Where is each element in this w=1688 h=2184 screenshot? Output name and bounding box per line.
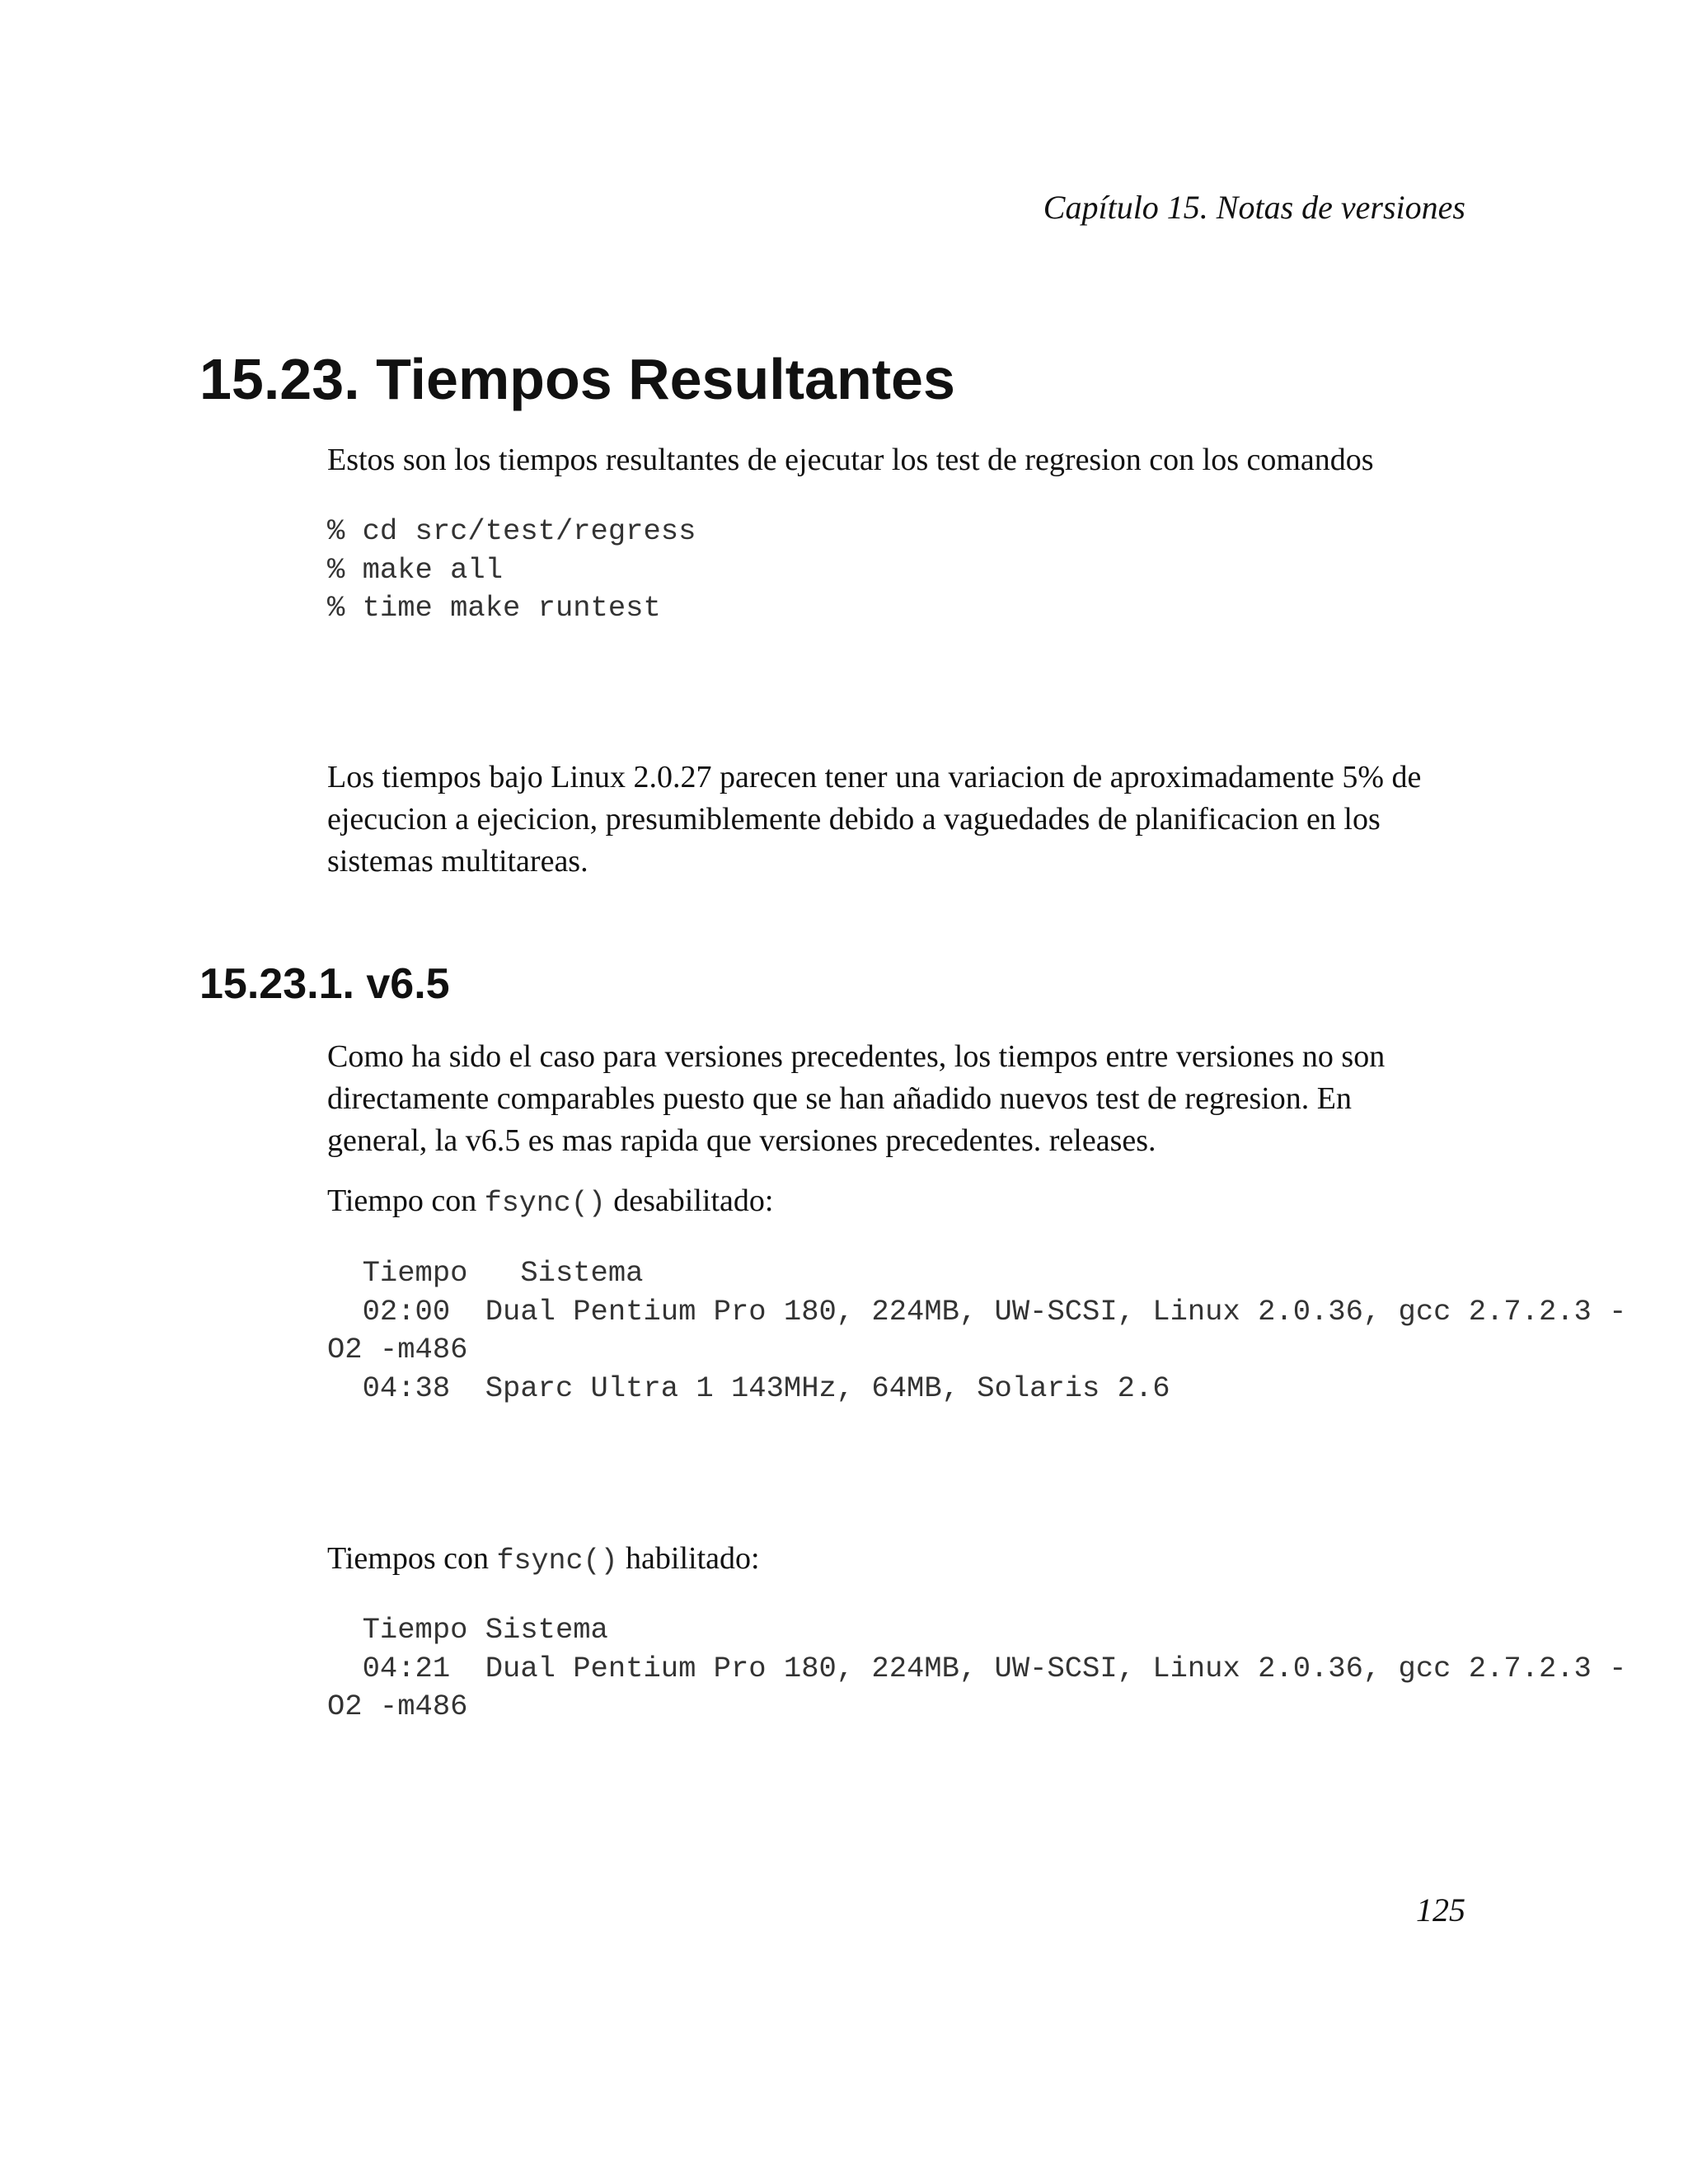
- section-title: 15.23. Tiempos Resultantes: [199, 347, 955, 411]
- code-line: O2 -m486: [327, 1690, 468, 1723]
- intro-text: Estos son los tiempos resultantes de ejecutar los test de regresion con los comandos: [327, 443, 1374, 477]
- intro-paragraph: [327, 439, 1374, 481]
- code-line: Tiempo Sistema: [327, 1256, 644, 1290]
- running-header: Capítulo 15. Notas de versiones: [1043, 189, 1465, 226]
- label-text: desabilitado:: [605, 1183, 774, 1218]
- code-line: 02:00 Dual Pentium Pro 180, 224MB, UW-SCSI, Linux 2.0.36, gcc 2.7.2.3 -: [327, 1294, 1627, 1329]
- paragraph-line: Como ha sido el caso para versiones precedentes, los tiempos entre versiones no son: [327, 1039, 1386, 1074]
- fsync-enabled-label: [327, 1538, 760, 1582]
- fsync-disabled-timings: [327, 1254, 1626, 1408]
- code-line: 04:21 Dual Pentium Pro 180, 224MB, UW-SCSI, Linux 2.0.36, gcc 2.7.2.3 -: [327, 1651, 1627, 1685]
- commands-code-block: [327, 513, 696, 628]
- paragraph-line: Los tiempos bajo Linux 2.0.27 parecen tener una variacion de aproximadamente 5% de: [327, 760, 1422, 794]
- label-text: Tiempo con: [327, 1183, 485, 1218]
- code-line: % time make runtest: [327, 591, 661, 625]
- code-line: 04:38 Sparc Ultra 1 143MHz, 64MB, Solaris 2.6: [327, 1371, 1170, 1405]
- code-line: % cd src/test/regress: [327, 514, 696, 548]
- code-line: O2 -m486: [327, 1333, 468, 1366]
- fsync-inline-code: fsync(): [484, 1187, 606, 1220]
- subsection-title: 15.23.1. v6.5: [199, 960, 450, 1008]
- paragraph-line: directamente comparables puesto que se han añadido nuevos test de regresion. En: [327, 1081, 1353, 1116]
- page-number: 125: [1416, 1891, 1465, 1929]
- comparison-paragraph: [327, 1036, 1385, 1162]
- fsync-disabled-label: [327, 1180, 773, 1225]
- code-line: Tiempo Sistema: [327, 1613, 608, 1647]
- code-line: % make all: [327, 552, 504, 587]
- label-text: Tiempos con: [327, 1541, 497, 1576]
- paragraph-line: sistemas multitareas.: [327, 844, 588, 879]
- fsync-inline-code: fsync(): [496, 1544, 618, 1577]
- paragraph-line: ejecucion a ejecicion, presumiblemente debido a vaguedades de planificacion en los: [327, 802, 1381, 837]
- variation-paragraph: [327, 757, 1421, 883]
- fsync-enabled-timings: [327, 1611, 1626, 1727]
- label-text: habilitado:: [617, 1541, 760, 1576]
- paragraph-line: general, la v6.5 es mas rapida que versiones precedentes. releases.: [327, 1123, 1156, 1158]
